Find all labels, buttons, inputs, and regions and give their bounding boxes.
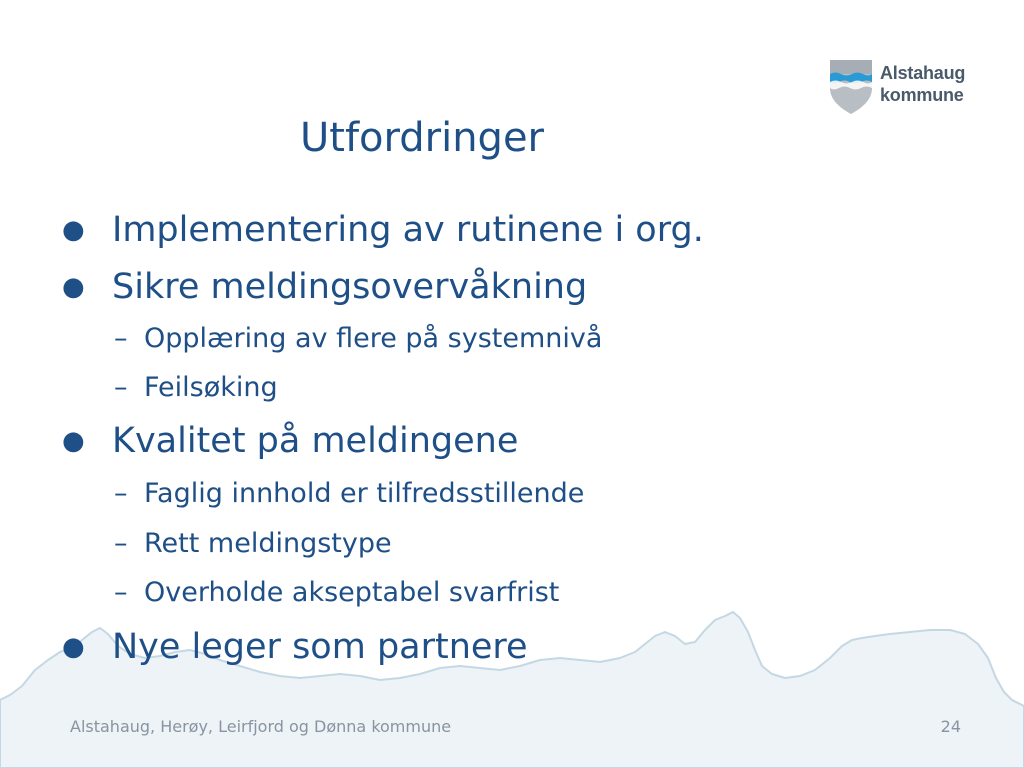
sub-bullet-text: Opplæring av flere på systemnivå [144, 323, 603, 354]
bullet-item [62, 265, 587, 309]
sub-bullet-text: Faglig innhold er tilfredsstillende [144, 478, 585, 509]
bullet-text: Sikre meldingsovervåkning [112, 267, 588, 307]
sub-bullet-text: Rett meldingstype [144, 528, 392, 559]
logo-line-2: kommune [880, 85, 964, 105]
bullet-text: Implementering av rutinene i org. [112, 210, 704, 250]
sub-bullet-item [114, 476, 584, 512]
bullet-marker: ● [62, 632, 85, 662]
sub-bullet-text: Feilsøking [144, 372, 278, 403]
bullet-item [62, 208, 704, 252]
sub-bullet-marker: – [114, 323, 128, 354]
logo-line-1: Alstahaug [880, 63, 966, 83]
sub-bullet-marker: – [114, 372, 128, 403]
bullet-item [62, 419, 518, 463]
sub-bullet-item [114, 575, 559, 611]
sub-bullet-item [114, 321, 602, 357]
sub-bullet-item [114, 526, 392, 562]
footer-text: Alstahaug, Herøy, Leirfjord og Dønna kommune [70, 717, 452, 736]
sub-bullet-marker: – [114, 577, 128, 608]
sub-bullet-marker: – [114, 528, 128, 559]
bullet-text: Kvalitet på meldingene [112, 421, 519, 461]
bullet-marker: ● [62, 272, 85, 302]
sub-bullet-item [114, 370, 278, 406]
page-number: 24 [940, 717, 961, 736]
bullet-marker: ● [62, 215, 85, 245]
sub-bullet-text: Overholde akseptabel svarfrist [144, 577, 560, 608]
sub-bullet-marker: – [114, 478, 128, 509]
bullet-item [62, 625, 528, 669]
slide-title: Utfordringer [300, 115, 545, 161]
bullet-marker: ● [62, 426, 85, 456]
bullet-text: Nye leger som partnere [112, 627, 528, 667]
